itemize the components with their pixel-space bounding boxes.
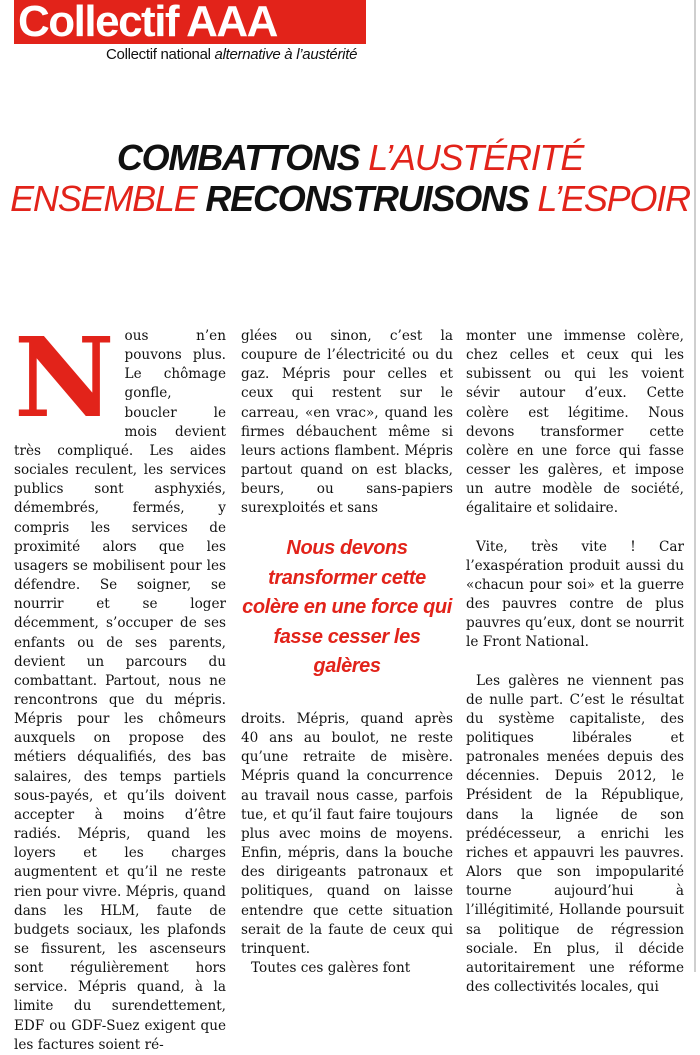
headline-red-2: ENSEMBLE	[10, 178, 206, 219]
headline-bold-1: COMBATTONS	[116, 137, 360, 178]
pull-quote: Nous devons transformer cette colère en une force qui fasse cesser les galères	[242, 537, 452, 677]
column-1-text: ous n’en pouvons plus. Le chômage gonfle, boucler le mois devient très compliqué. Les aides sociales reculent, les services publics sont asphyxiés, démembrés, fermés, y compris les services de proximité alors que les usagers se mobilisent pour les défendre. Se soigner, se nourrir et se loger décemment, s’occuper de ses enfants ou de ses parents, devient un parcours du combattant. Partout, nous ne rencontrons que du mépris. Mépris pour les chômeurs auxquels on propose des métiers déqualifiés, des bas salaires, des temps partiels sous-payés, et qu’ils doivent accepter à moins d’être radiés. Mépris, quand les loyers et les charges augmentent et qu’il ne reste rien pour vivre. Mépris, quand dans les HLM, faute de budgets sociaux, les plafonds se fissurent, les ascenseurs sont régulièrement hors service. Mépris quand, à la limite du surendettement, EDF ou GDF-Suez exigent que les factures soient ré-	[14, 328, 226, 1053]
article-column-2-top	[241, 327, 453, 519]
headline-line-2	[0, 178, 700, 220]
headline-red-3: L’ESPOIR	[528, 178, 690, 219]
page-edge-rule	[694, 0, 696, 972]
drop-cap: N	[14, 313, 115, 442]
headline-bold-2: RECONSTRUISONS	[205, 178, 529, 219]
column-3-paragraph-1: monter une immense colère, chez celles et ceux qui les subissent ou qui les voient sévir autour d’eux. Cette colère est légitime. Nous devons transformer cette colère en une force qui fasse cesser les galères, et impose un autre modèle de société, égalitaire et solidaire.	[466, 328, 684, 517]
article-column-2-bottom	[241, 710, 453, 978]
logo-accent: AAA	[186, 0, 277, 44]
column-2-top-text: glées ou sinon, c’est la coupure de l’électricité ou du gaz. Mépris pour celles et ceux qui restent sur le carreau, «en vrac», quand les firmes débauchent même si leurs actions flambent. Mépris partout quand on est blacks, beurs, ou sans-papiers surexploités et sans	[241, 328, 453, 517]
logo-brand: Collectif	[18, 0, 179, 44]
column-2-paragraph-2: Toutes ces galères font	[251, 960, 411, 977]
column-3-paragraph-3: Les galères ne viennent pas de nulle part. C’est le résultat du système capitaliste, des politiques libérales et patronales menées depuis des décennies. Depuis 2012, le Président de la République, dans la lignée de son prédécesseur, a enrichi les riches et appauvri les pauvres. Alors que son impopularité tourne aujourd’hui à l’illégitimité, Hollande poursuit sa politique de régression sociale. En plus, il décide autoritairement une réforme des collectivités locales, qui	[466, 672, 684, 995]
paragraph-gap	[466, 653, 684, 672]
logo-tagline	[106, 46, 357, 63]
paragraph-gap	[466, 519, 684, 538]
tagline-normal: Collectif national	[106, 46, 215, 63]
logo-banner	[14, 0, 366, 44]
headline-line-1	[0, 137, 700, 179]
headline-red-1: L’AUSTÉRITÉ	[359, 137, 584, 178]
column-3-paragraph-2: Vite, très vite ! Car l’exaspération produit aussi du «chacun pour soi» et la guerre des pauvres contre de plus pauvres qu’eux, dont se nourrit le Front National.	[466, 538, 684, 651]
article-column-3	[466, 327, 684, 997]
column-2-paragraph-1: droits. Mépris, quand après 40 ans au boulot, ne reste qu’une retraite de misère. Mépris quand la concurrence au travail nous casse, parfois tue, et qu’il faut faire toujours plus avec moins de moyens. Enfin, mépris, dans la bouche des dirigeants patronaux et politiques, quand on laisse entendre que cette situation serait de la faute de ceux qui trinquent.	[241, 711, 453, 957]
article-column-1	[14, 313, 226, 1055]
collectif-aaa-logo	[14, 0, 370, 63]
tagline-italic: alternative à l’austérité	[214, 46, 358, 63]
